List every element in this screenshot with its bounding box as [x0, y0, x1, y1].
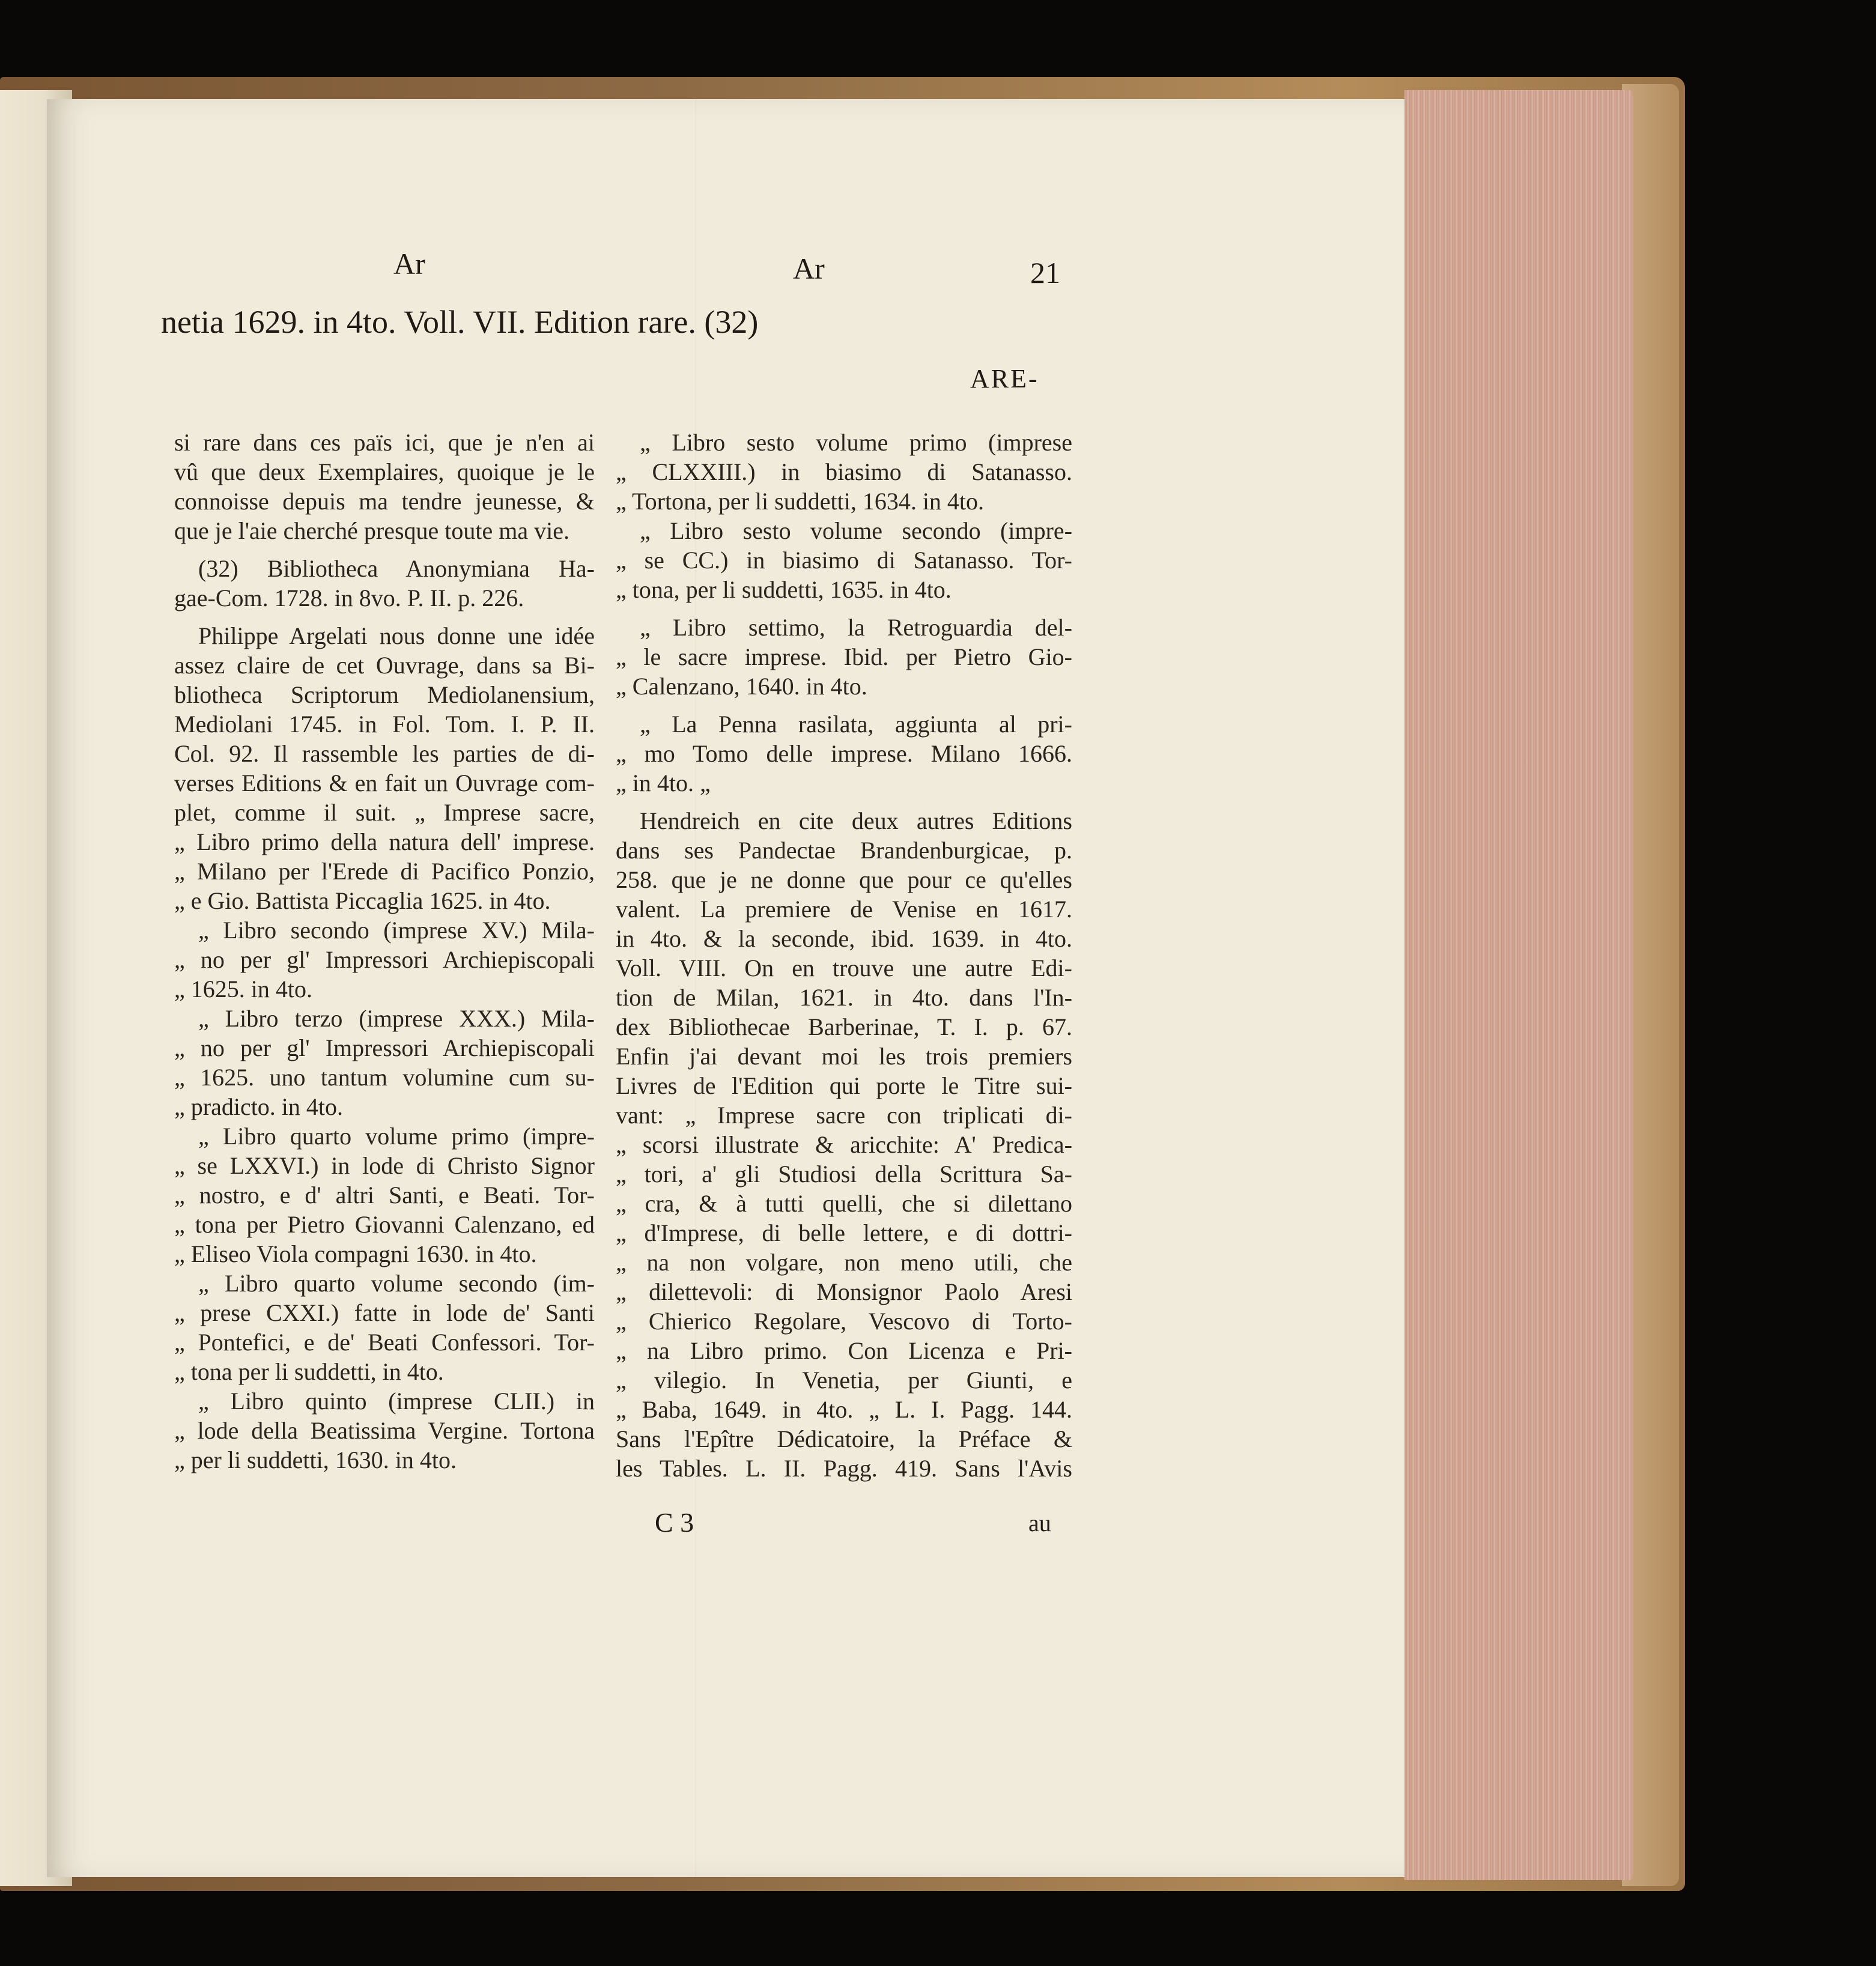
- right-line-22: Livres de l'Edition qui porte le Titre sui-: [616, 1072, 1072, 1099]
- left-line-25: „ se LXXVI.) in lode di Christo Signor: [174, 1152, 595, 1179]
- right-line-32: „ vilegio. In Venetia, per Giunti, e: [616, 1367, 1072, 1394]
- page-number: 21: [1030, 256, 1060, 290]
- right-line-1: „ Libro sesto volume primo (imprese: [640, 429, 1072, 456]
- left-line-3: connoisse depuis ma tendre jeunesse, &: [174, 488, 595, 515]
- right-line-5: „ se CC.) in biasimo di Satanasso. Tor-: [616, 547, 1072, 574]
- right-line-24: „ scorsi illustrate & aricchite: A' Predica-: [616, 1131, 1072, 1158]
- left-line-21: „ no per gl' Impressori Archiepiscopali: [174, 1034, 595, 1061]
- right-line-26: „ cra, & à tutti quelli, che si dilettano: [616, 1190, 1072, 1217]
- left-line-22: „ 1625. uno tantum volumine cum su-: [174, 1064, 595, 1091]
- left-line-6: gae-Com. 1728. in 8vo. P. II. p. 226.: [174, 584, 524, 611]
- right-line-31: „ na Libro primo. Con Licenza e Pri-: [616, 1337, 1072, 1364]
- right-line-15: 258. que je ne donne que pour ce qu'elles: [616, 866, 1072, 893]
- left-line-11: Col. 92. Il rassemble les parties de di-: [174, 740, 595, 767]
- left-line-23: „ pradicto. in 4to.: [174, 1093, 344, 1120]
- right-line-8: „ le sacre imprese. Ibid. per Pietro Gio-: [616, 643, 1072, 670]
- page-edges: [1404, 90, 1633, 1880]
- left-line-1: si rare dans ces païs ici, que je n'en ai: [174, 429, 595, 456]
- left-line-33: „ Libro quinto (imprese CLII.) in: [198, 1388, 595, 1415]
- left-line-14: „ Libro primo della natura dell' imprese.: [174, 828, 595, 855]
- right-line-35: les Tables. L. II. Pagg. 419. Sans l'Avis: [616, 1455, 1072, 1482]
- left-line-29: „ Libro quarto volume secondo (im-: [198, 1270, 595, 1297]
- left-line-12: verses Editions & en fait un Ouvrage com-: [174, 769, 595, 796]
- right-line-4: „ Libro sesto volume secondo (impre-: [640, 517, 1072, 544]
- left-line-16: „ e Gio. Battista Piccaglia 1625. in 4to.: [174, 887, 551, 914]
- right-line-14: dans ses Pandectae Brandenburgicae, p.: [616, 837, 1072, 864]
- right-line-25: „ tori, a' gli Studiosi della Scrittura Sa-: [616, 1160, 1072, 1188]
- left-line-18: „ no per gl' Impressori Archiepiscopali: [174, 946, 595, 973]
- left-line-28: „ Eliseo Viola compagni 1630. in 4to.: [174, 1240, 537, 1267]
- right-line-13: Hendreich en cite deux autres Editions: [640, 807, 1072, 834]
- right-line-11: „ mo Tomo delle imprese. Milano 1666.: [616, 740, 1072, 767]
- right-line-33: „ Baba, 1649. in 4to. „ L. I. Pagg. 144.: [616, 1396, 1072, 1423]
- running-head-left: Ar: [393, 247, 425, 281]
- right-line-27: „ d'Imprese, di belle lettere, e di dottri-: [616, 1219, 1072, 1246]
- left-line-19: „ 1625. in 4to.: [174, 975, 312, 1003]
- right-line-30: „ Chierico Regolare, Vescovo di Torto-: [616, 1308, 1072, 1335]
- left-line-8: assez claire de cet Ouvrage, dans sa Bi-: [174, 652, 595, 679]
- right-line-21: Enfin j'ai devant moi les trois premiers: [616, 1043, 1072, 1070]
- right-line-29: „ dilettevoli: di Monsignor Paolo Aresi: [616, 1278, 1072, 1305]
- right-line-20: dex Bibliothecae Barberinae, T. I. p. 67.: [616, 1013, 1072, 1040]
- catchword-top: ARE-: [970, 364, 1039, 393]
- left-line-7: Philippe Argelati nous donne une idée: [198, 622, 595, 649]
- left-line-13: plet, comme il suit. „ Imprese sacre,: [174, 799, 595, 826]
- left-line-26: „ nostro, e d' altri Santi, e Beati. Tor-: [174, 1182, 595, 1209]
- right-line-3: „ Tortona, per li suddetti, 1634. in 4to.: [616, 488, 985, 515]
- right-line-34: Sans l'Epître Dédicatoire, la Préface &: [616, 1425, 1072, 1452]
- right-line-28: „ na non volgare, non meno utili, che: [616, 1249, 1072, 1276]
- right-line-7: „ Libro settimo, la Retroguardia del-: [640, 614, 1072, 641]
- left-line-4: que je l'aie cherché presque toute ma vie.: [174, 517, 570, 544]
- left-line-34: „ lode della Beatissima Vergine. Tortona: [174, 1417, 595, 1444]
- right-line-2: „ CLXXIII.) in biasimo di Satanasso.: [616, 458, 1072, 485]
- left-line-17: „ Libro secondo (imprese XV.) Mila-: [198, 917, 595, 944]
- continuation-line: netia 1629. in 4to. Voll. VII. Edition rare. (32): [161, 304, 759, 340]
- left-line-5: (32) Bibliotheca Anonymiana Ha-: [198, 555, 595, 582]
- right-line-12: „ in 4to. „: [616, 769, 711, 796]
- left-line-30: „ prese CXXI.) fatte in lode de' Santi: [174, 1299, 595, 1326]
- left-line-27: „ tona per Pietro Giovanni Calenzano, ed: [174, 1211, 595, 1238]
- left-line-15: „ Milano per l'Erede di Pacifico Ponzio,: [174, 858, 595, 885]
- left-line-10: Mediolani 1745. in Fol. Tom. I. P. II.: [174, 711, 595, 738]
- left-line-9: bliotheca Scriptorum Mediolanensium,: [174, 681, 595, 708]
- left-line-2: vû que deux Exemplaires, quoique je le: [174, 458, 595, 485]
- left-line-20: „ Libro terzo (imprese XXX.) Mila-: [198, 1005, 595, 1032]
- right-line-23: vant: „ Imprese sacre con triplicati di-: [616, 1102, 1072, 1129]
- left-column: [174, 428, 595, 1475]
- right-column: [616, 428, 1072, 1483]
- right-line-6: „ tona, per li suddetti, 1635. in 4to.: [616, 576, 952, 603]
- running-head-right: Ar: [793, 252, 825, 285]
- right-line-16: valent. La premiere de Venise en 1617.: [616, 896, 1072, 923]
- signature-mark: C 3: [655, 1507, 694, 1538]
- left-line-24: „ Libro quarto volume primo (impre-: [198, 1123, 595, 1150]
- left-line-32: „ tona per li suddetti, in 4to.: [174, 1358, 444, 1385]
- right-line-17: in 4to. & la seconde, ibid. 1639. in 4to.: [616, 925, 1072, 952]
- right-line-10: „ La Penna rasilata, aggiunta al pri-: [640, 711, 1072, 738]
- right-line-18: Voll. VIII. On en trouve une autre Edi-: [616, 954, 1072, 981]
- catchword-bottom: au: [1028, 1509, 1051, 1537]
- left-line-31: „ Pontefici, e de' Beati Confessori. Tor-: [174, 1329, 595, 1356]
- right-line-9: „ Calenzano, 1640. in 4to.: [616, 673, 867, 700]
- right-line-19: tion de Milan, 1621. in 4to. dans l'In-: [616, 984, 1072, 1011]
- left-line-35: „ per li suddetti, 1630. in 4to.: [174, 1446, 457, 1473]
